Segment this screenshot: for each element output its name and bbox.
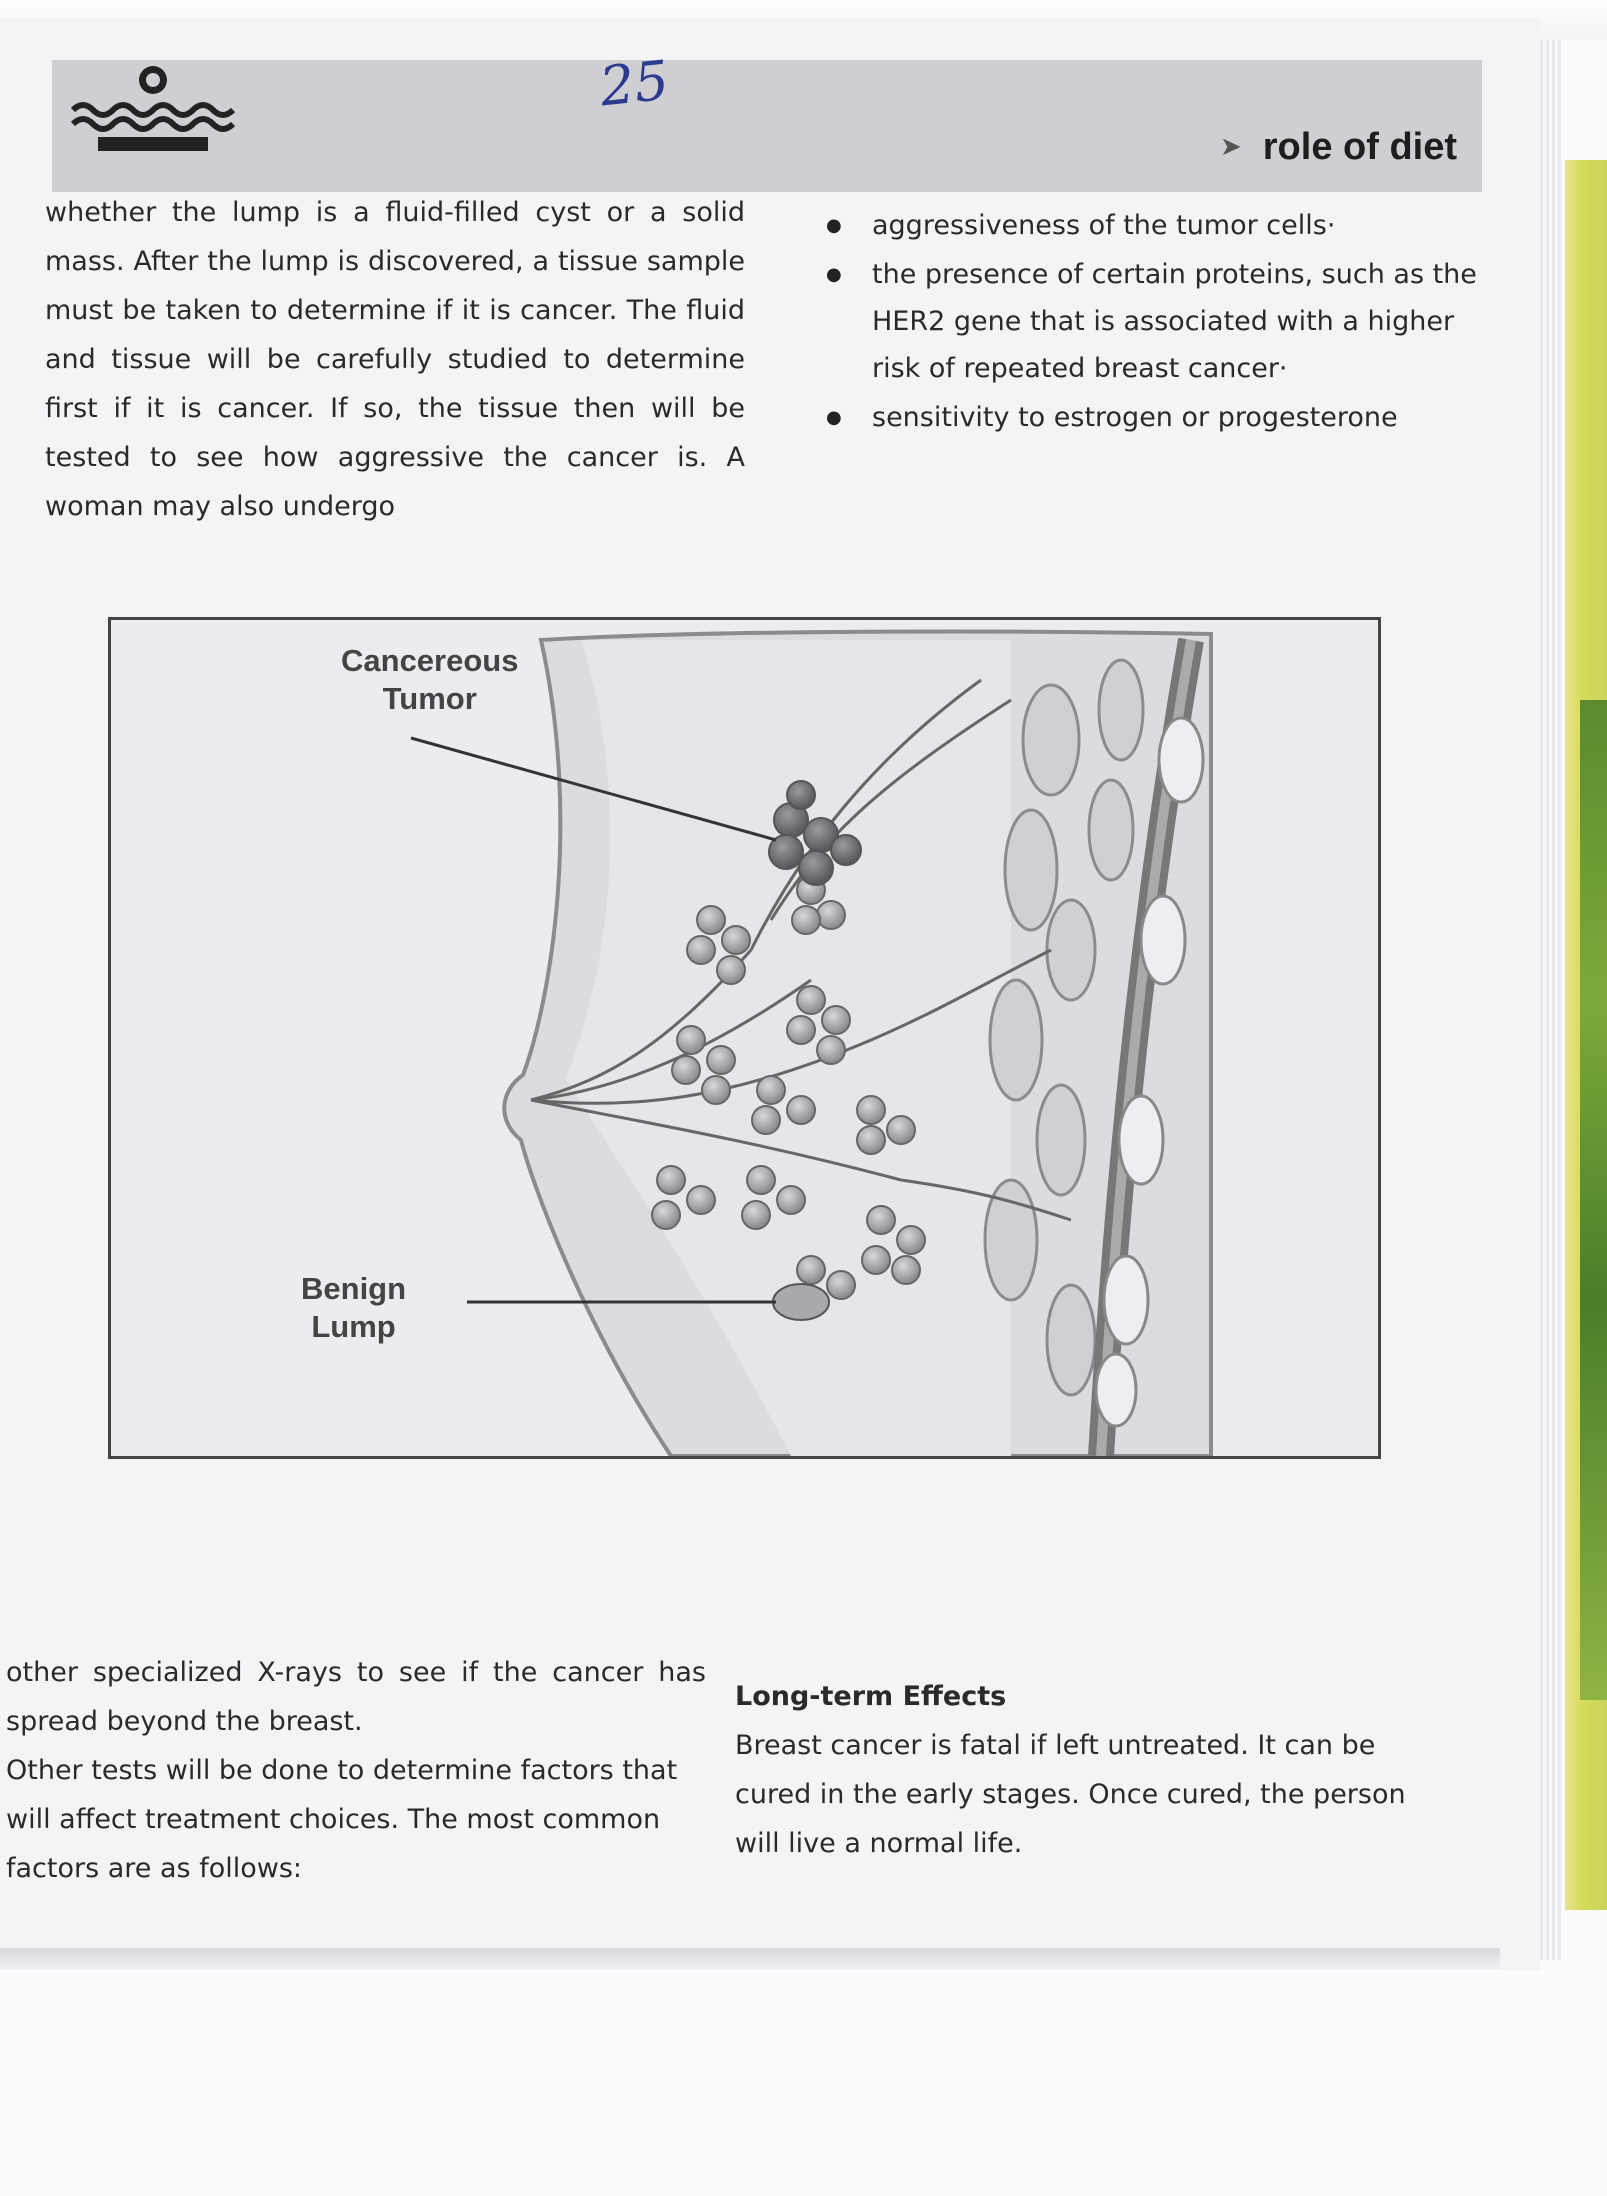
sun-over-waves-icon <box>68 62 238 157</box>
tumor-label <box>341 642 518 718</box>
body-paragraph: whether the lump is a fluid-filled cyst or a solid mass. After the lump is discovered, a tissue sample must be taken to determine if it is cancer. The fluid and tissue will be carefully studied to determine first if it is cancer. If so, the tissue then will be tested to see how aggressive the cancer is. A woman may also undergo <box>45 197 745 522</box>
header-title: role of diet <box>1262 126 1457 168</box>
lump-label-line1: Benign <box>301 1271 407 1306</box>
scan-background-bottom <box>0 1970 1607 2196</box>
breast-anatomy-illustration <box>108 617 1381 1459</box>
page-edges <box>1540 40 1562 1960</box>
lump-label-line2: Lump <box>311 1309 396 1344</box>
benign-lump-label <box>301 1270 406 1346</box>
right-column-bottom <box>735 1672 1435 1868</box>
body-paragraph: Breast cancer is fatal if left untreated. It can be cured in the early stages. Once cured, the person will live a normal life. <box>735 1730 1406 1859</box>
right-column-top <box>820 202 1500 443</box>
list-item: ● the presence of certain proteins, such as the HER2 gene that is associated with a higher risk of repeated breast cancer· <box>820 251 1500 392</box>
header-arrow-icon: ➤ <box>1220 132 1242 162</box>
list-item: ● aggressiveness of the tumor cells· <box>820 202 1500 249</box>
factor-list <box>820 202 1500 441</box>
scan-edge-green <box>1580 700 1607 1700</box>
section-heading: Long-term Effects <box>735 1681 1007 1712</box>
left-column-bottom <box>6 1648 706 1893</box>
tumor-label-line2: Tumor <box>382 681 477 716</box>
list-item: ● sensitivity to estrogen or progesterone <box>820 394 1500 441</box>
tumor-label-line1: Cancereous <box>341 643 519 678</box>
body-paragraph: other specialized X-rays to see if the cancer has spread beyond the breast. <box>6 1657 706 1737</box>
handwritten-page-number: 25 <box>596 48 672 119</box>
body-paragraph: Other tests will be done to determine factors that will affect treatment choices. The most common factors are as follows: <box>6 1755 678 1884</box>
left-column-top <box>45 188 745 531</box>
